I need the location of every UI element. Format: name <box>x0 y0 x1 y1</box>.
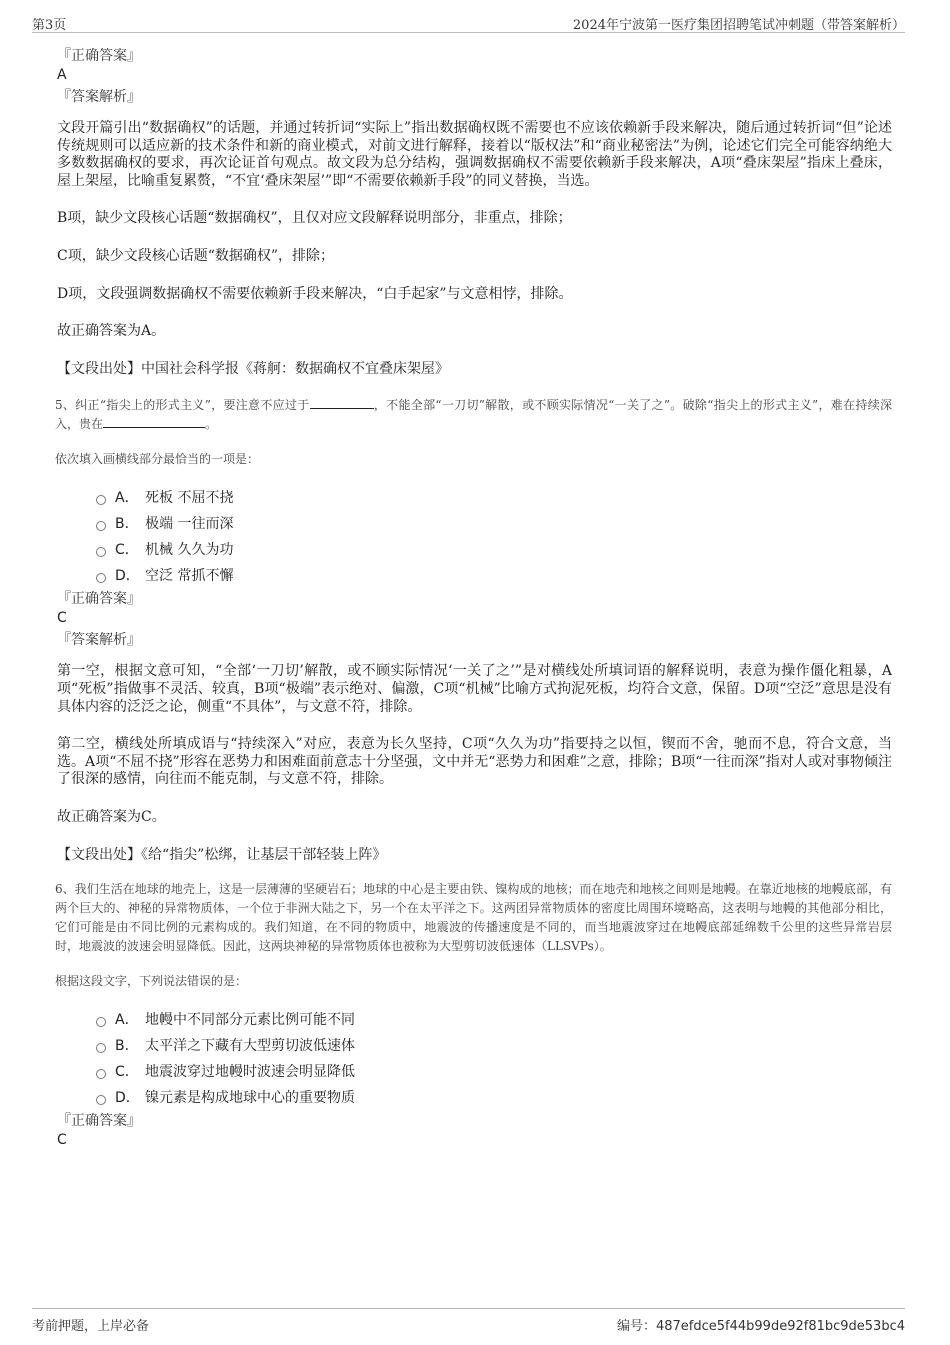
radio-icon[interactable] <box>96 1095 106 1105</box>
option-c[interactable]: C． 机械 久久为功 <box>96 536 892 562</box>
analysis-paragraph: B项，缺少文段核心话题“数据确权”，且仅对应文段解释说明部分，非重点，排除； <box>57 210 572 227</box>
analysis-paragraph: C项，缺少文段核心话题“数据确权”，排除； <box>57 247 335 264</box>
analysis-paragraph: 第一空，根据文意可知，“全部‘一刀切’解散，或不顾实际情况‘一关了之’”是对横线处所填词语的解释说明，表意为操作僵化粗暴，A项“死板”指做事不灵活、较真，B项“极端”表示绝对、偏激，C项“机械”比喻方式拘泥死板，均符合文意，保留。D项“空泛”意思是没有具体内容的泛泛之论，侧重“不具体”，与文意不符，排除。 <box>57 663 892 715</box>
radio-icon[interactable] <box>96 547 106 557</box>
radio-icon[interactable] <box>96 1043 106 1053</box>
correct-answer: A <box>57 67 67 83</box>
main-content <box>57 47 892 1153</box>
analysis-paragraph: 文段开篇引出“数据确权”的话题，并通过转折词“实际上”指出数据确权既不需要也不应该依赖新手段来解决，随后通过转折词“但”论述传统规则可以适应新的技术条件和新的商业模式，对前文进行解释，接着以“版权法”和“商业秘密法”为例，论述它们完全可能容纳绝大多数数据确权的要求，再次论证首句观点。故文段为总分结构，强调数据确权不需要依赖新手段来解决，A项“叠床架屋”指床上叠床，屋上架屋，比喻重复累赘，“不宜‘叠床架屋’”即“不需要依赖新手段”的同义替换，当选。 <box>57 120 892 189</box>
option-c[interactable]: C． 地震波穿过地幔时波速会明显降低 <box>96 1058 892 1084</box>
question-stem: 5、纠正“指尖上的形式主义”，要注意不应过于 ，不能全部“一刀切”解散，或不顾实际情况“一关了之”。破除“指尖上的形式主义”，难在持续深入，贵在 。 <box>55 398 893 432</box>
source-citation: 【文段出处】中国社会科学报《蒋舸：数据确权不宜叠床架屋》 <box>57 360 449 377</box>
page-number: 第3页 <box>32 18 67 33</box>
analysis-conclusion: 故正确答案为C。 <box>57 808 166 825</box>
analysis-conclusion: 故正确答案为A。 <box>57 323 166 340</box>
footer-slogan: 考前押题，上岸必备 <box>32 1319 150 1334</box>
correct-answer: C <box>57 610 67 627</box>
option-d[interactable]: D． 镍元素是构成地球中心的重要物质 <box>96 1084 892 1110</box>
option-b[interactable]: B． 极端 一往而深 <box>96 510 892 536</box>
fill-blank <box>103 415 205 428</box>
analysis-label: 『答案解析』 <box>57 89 141 105</box>
option-list <box>96 1006 892 1110</box>
answer-label: 『正确答案』 <box>57 48 141 64</box>
option-d[interactable]: D． 空泛 常抓不懈 <box>96 562 892 588</box>
analysis-paragraph: D项，文段强调数据确权不需要依赖新手段来解决，“白手起家”与文意相悖，排除。 <box>57 285 573 302</box>
answer-label: 『正确答案』 <box>57 1113 141 1130</box>
radio-icon[interactable] <box>96 1069 106 1079</box>
page-header <box>32 12 905 33</box>
radio-icon[interactable] <box>96 521 106 531</box>
option-b[interactable]: B． 太平洋之下藏有大型剪切波低速体 <box>96 1032 892 1058</box>
document-title: 2024年宁波第一医疗集团招聘笔试冲刺题（带答案解析） <box>572 18 905 33</box>
correct-answer: C <box>57 1132 67 1149</box>
fill-blank <box>310 396 374 409</box>
option-a[interactable]: A． 地幔中不同部分元素比例可能不同 <box>96 1006 892 1032</box>
radio-icon[interactable] <box>96 1017 106 1027</box>
option-list <box>96 484 892 588</box>
radio-icon[interactable] <box>96 495 106 505</box>
question-stem: 6、我们生活在地球的地壳上，这是一层薄薄的坚硬岩石；地球的中心是主要由铁、镍构成的地核；而在地壳和地核之间则是地幔。在靠近地核的地幔底部，有两个巨大的、神秘的异常物质体，一个位于非洲大陆之下，另一个在太平洋之下。这两团异常物质体的密度比周围环境略高，这表明与地幔的其他部分相比，它们可能是由不同比例的元素构成的。我们知道，在不同的物质中，地震波的传播速度是不同的，而当地震波穿过在地幔底部延绵数千公里的这些异常岩层时，地震波的波速会明显降低。因此，这两块神秘的异常物质体也被称为大型剪切波低速体（LLSVPs）。 <box>55 882 892 954</box>
document-code: 编号：487efdce5f44b99de92f81bc9de53bc4 <box>616 1319 905 1334</box>
page-footer <box>32 1308 905 1334</box>
radio-icon[interactable] <box>96 573 106 583</box>
option-a[interactable]: A． 死板 不屈不挠 <box>96 484 892 510</box>
question-prompt: 依次填入画横线部分最恰当的一项是： <box>55 452 260 467</box>
analysis-paragraph: 第二空，横线处所填成语与“持续深入”对应，表意为长久坚持，C项“久久为功”指要持之以恒，锲而不舍，驰而不息，符合文意，当选。A项“不屈不挠”形容在恶势力和困难面前意志十分坚强，文中并无“恶势力和困难”之意，排除；B项“一往而深”指对人或对事物倾注了很深的感情，向往而不能克制，与文意不符，排除。 <box>57 736 892 788</box>
question-prompt: 根据这段文字，下列说法错误的是： <box>55 974 248 989</box>
answer-label: 『正确答案』 <box>57 591 141 608</box>
source-citation: 【文段出处】《给“指尖”松绑，让基层干部轻装上阵》 <box>57 846 387 863</box>
analysis-label: 『答案解析』 <box>57 632 141 649</box>
